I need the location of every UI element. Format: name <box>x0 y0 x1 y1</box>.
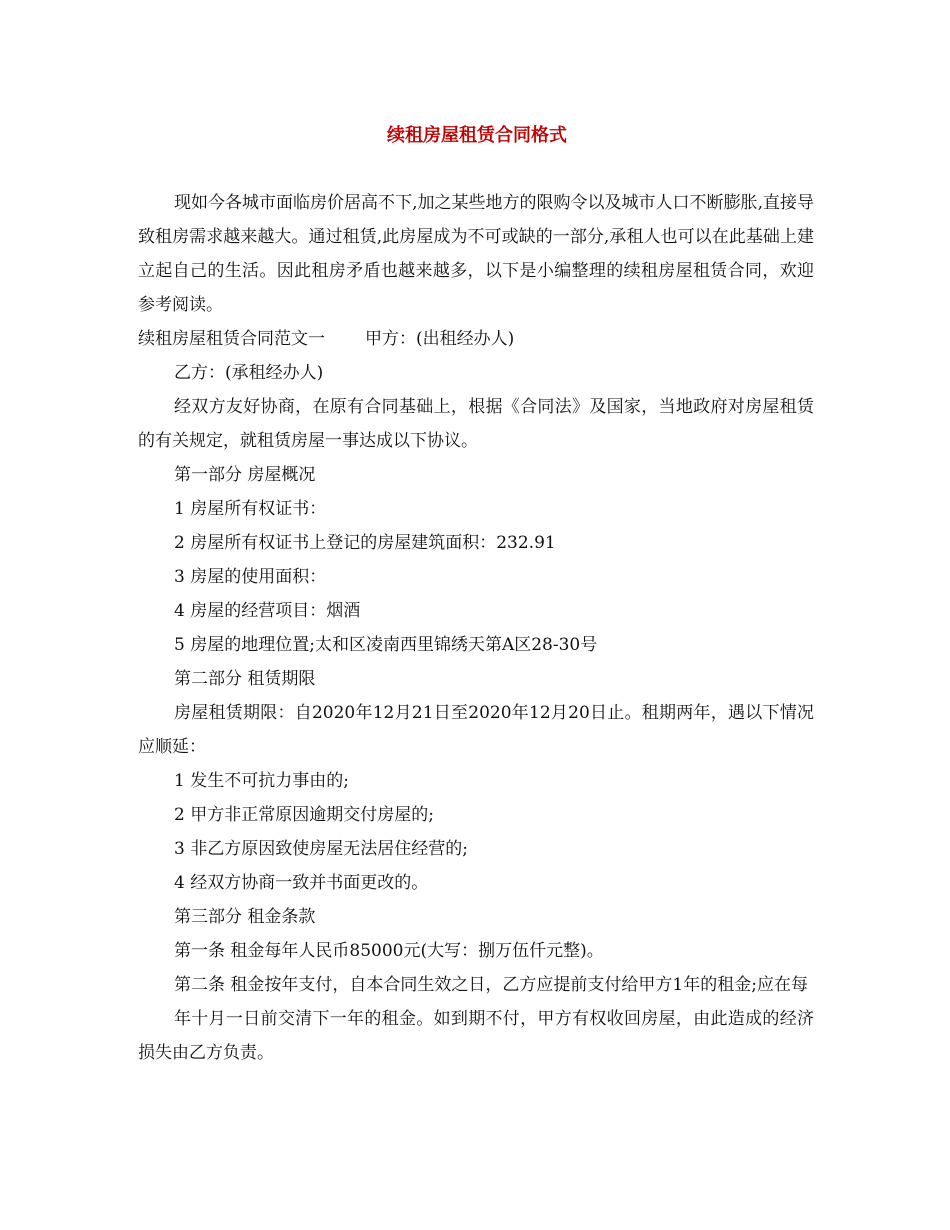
list-item: 4 房屋的经营项目：烟酒 <box>174 601 361 621</box>
clause-paragraph: 第一条 租金每年人民币85000元(大写：捌万伍仟元整)。 <box>174 941 604 961</box>
lease-term-paragraph: 房屋租赁期限：自2020年12月21日至2020年12月20日止。租期两年，遇以下情况应顺延： <box>138 703 814 757</box>
section-heading: 第三部分 租金条款 <box>174 907 316 927</box>
section-heading: 第一部分 房屋概况 <box>174 465 316 485</box>
list-item: 4 经双方协商一致并书面更改的。 <box>174 873 429 893</box>
clause-paragraph: 第二条 租金按年支付，自本合同生效之日，乙方应提前支付给甲方1年的租金;应在每 <box>174 975 808 995</box>
document-title: 续租房屋租赁合同格式 <box>387 125 567 146</box>
list-item: 5 房屋的地理位置;太和区凌南西里锦绣天第A区28-30号 <box>174 635 598 655</box>
intro-paragraph: 现如今各城市面临房价居高不下,加之某些地方的限购令以及城市人口不断膨胀,直接导致租房需求越来越大。通过租赁,此房屋成为不可或缺的一部分,承租人也可以在此基础上建立起自己的生活。因此租房矛盾也越来越多，以下是小编整理的续租房屋租赁合同，欢迎参考阅读。 <box>138 193 814 315</box>
list-item: 1 房屋所有权证书： <box>174 499 327 519</box>
section-heading: 第二部分 租赁期限 <box>174 669 316 689</box>
list-item: 1 发生不可抗力事由的; <box>174 771 349 791</box>
clause-paragraph: 年十月一日前交清下一年的租金。如到期不付，甲方有权收回房屋，由此造成的经济损失由乙方负责。 <box>138 1009 814 1063</box>
agreement-preamble: 经双方友好协商，在原有合同基础上，根据《合同法》及国家，当地政府对房屋租赁的有关规定，就租赁房屋一事达成以下协议。 <box>138 397 814 451</box>
list-item: 3 房屋的使用面积： <box>174 567 327 587</box>
party-b-label: 乙方：(承租经办人) <box>174 363 324 383</box>
party-a-label: 甲方：(出租经办人) <box>365 329 515 349</box>
list-item: 2 甲方非正常原因逾期交付房屋的; <box>174 805 434 825</box>
sample-heading-line <box>138 322 814 356</box>
list-item: 2 房屋所有权证书上登记的房屋建筑面积：232.91 <box>174 533 556 553</box>
list-item: 3 非乙方原因致使房屋无法居住经营的; <box>174 839 468 859</box>
sample-heading: 续租房屋租赁合同范文一 <box>138 329 325 349</box>
